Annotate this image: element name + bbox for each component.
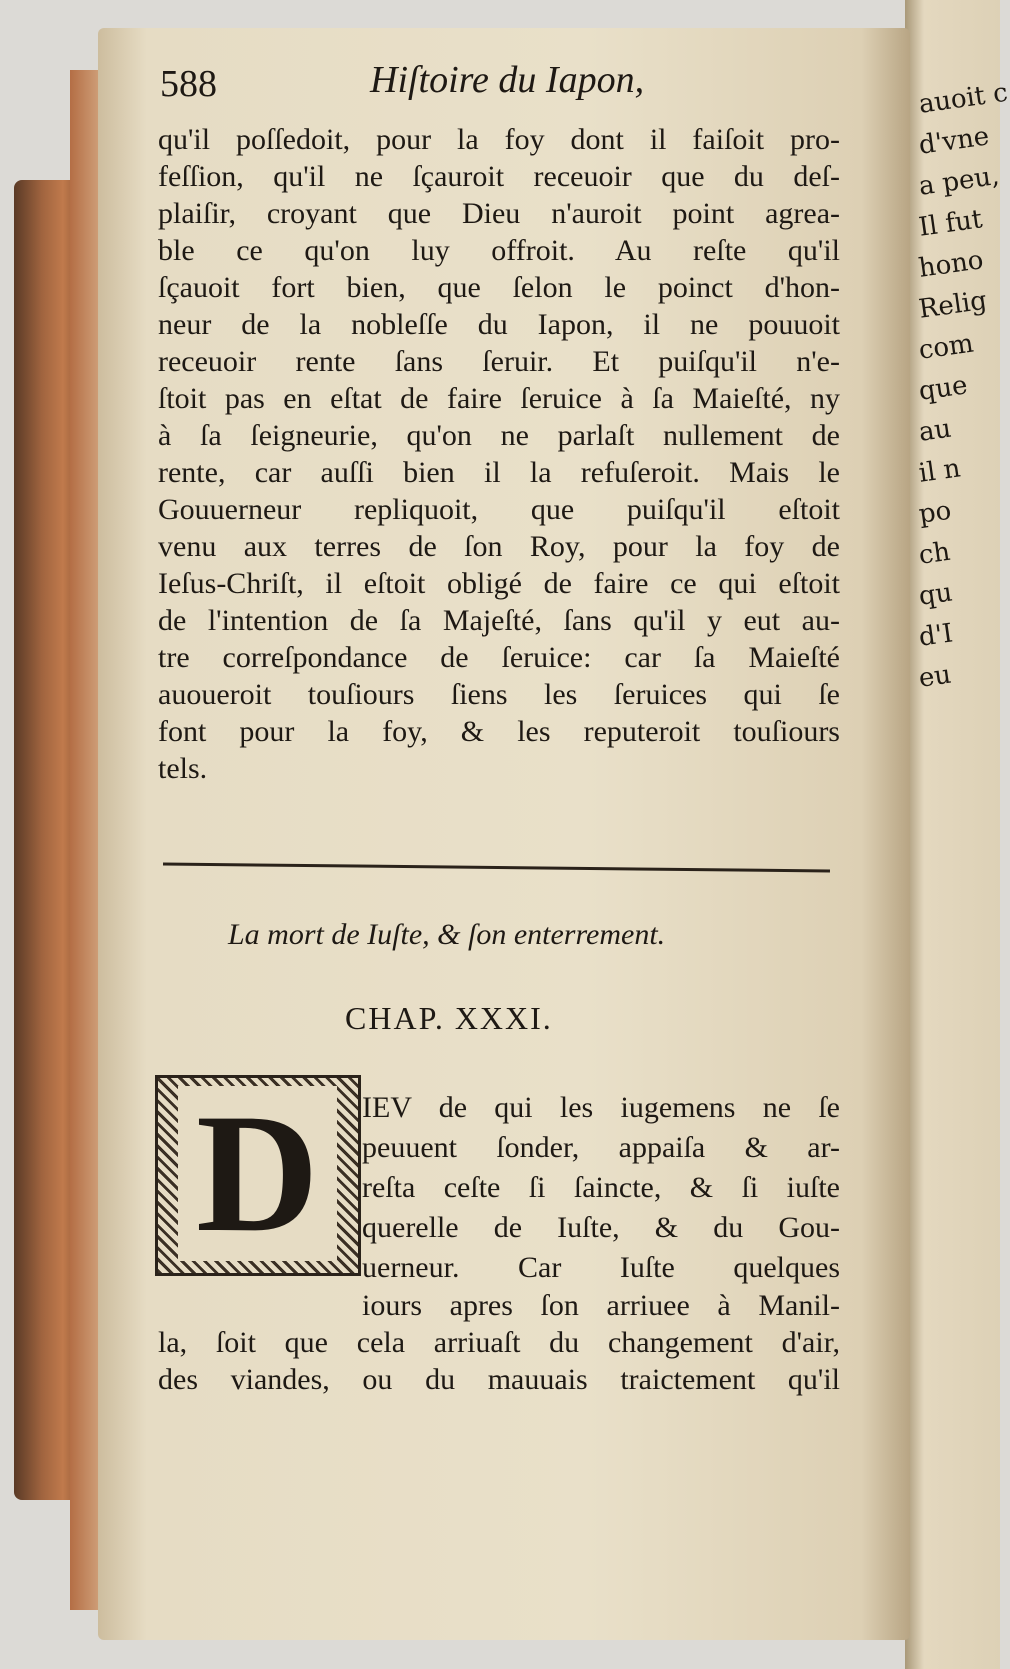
page-number: 588 [160, 63, 217, 105]
text-line: ſtoit pas en eſtat de faire ſeruice à ſa Maieſté, ny [158, 382, 840, 415]
section-heading: La mort de Iuſte, & ſon enterrement. [228, 918, 666, 951]
text-line: Ieſus-Chriſt, il eſtoit obligé de faire ce qui eſtoit [158, 567, 840, 600]
text-line: venu aux terres de ſon Roy, pour la foy de [158, 530, 840, 563]
facing-page-fragment: Il fut [916, 204, 985, 243]
text-line: feſſion, qu'il ne ſçauroit receuoir que du deſ- [158, 160, 840, 193]
facing-page-fragment: qu [916, 577, 955, 612]
text-line: iours apres ſon arriuee à Manil- [362, 1289, 840, 1322]
text-line: neur de la nobleſſe du Iapon, il ne pouuoit [158, 308, 840, 341]
facing-page-fragment: auoit c [916, 77, 1010, 120]
facing-page-fragment: com [916, 328, 976, 366]
text-line: ble ce qu'on luy offroit. Au reſte qu'il [158, 234, 840, 267]
facing-page-fragment: eu [916, 659, 953, 694]
facing-page-fragment: au [916, 413, 954, 448]
text-line: rente, car auſſi bien il la refuſeroit. Mais le [158, 456, 840, 489]
text-line: ſçauoit fort bien, que ſelon le poinct d'hon- [158, 271, 840, 304]
text-line: la, ſoit que cela arriuaſt du changement d'air, [158, 1326, 840, 1359]
facing-page-fragment: d'vne [916, 121, 992, 161]
facing-page [905, 0, 1010, 1669]
ornamental-drop-cap [155, 1075, 361, 1276]
text-line: de l'intention de ſa Majeſté, ſans qu'il y eut au- [158, 604, 840, 637]
text-line: auoueroit touſiours ſiens les ſeruices qui ſe [158, 678, 840, 711]
text-line: uerneur. Car Iuſte quelques [362, 1251, 840, 1284]
text-line: peuuent ſonder, appaiſa & ar- [362, 1131, 840, 1164]
facing-page-fragment: que [916, 370, 970, 407]
text-line: qu'il poſſedoit, pour la foy dont il faiſoit pro- [158, 123, 840, 156]
text-line: font pour la foy, & les reputeroit touſiours [158, 715, 840, 748]
facing-page-fragment: hono [916, 245, 986, 284]
text-line: des viandes, ou du mauuais traictement qu'il [158, 1363, 840, 1396]
facing-page-fragment: ch [916, 536, 953, 571]
text-line: querelle de Iuſte, & du Gou- [362, 1211, 840, 1244]
text-line: Gouuerneur repliquoit, que puiſqu'il eſtoit [158, 493, 840, 526]
facing-page-fragment: a peu, [916, 160, 1002, 202]
text-line: à ſa ſeigneurie, qu'on ne parlaſt nullement de [158, 419, 840, 452]
text-line: tre correſpondance de ſeruice: car ſa Maieſté [158, 641, 840, 674]
chapter-heading: CHAP. XXXI. [345, 1000, 553, 1036]
drop-cap-letter: D [178, 1086, 337, 1261]
text-line: receuoir rente ſans ſeruir. Et puiſqu'il n'e- [158, 345, 840, 378]
text-line: plaiſir, croyant que Dieu n'auroit point agrea- [158, 197, 840, 230]
facing-page-fragment: Relig [916, 285, 989, 325]
facing-page-fragment: po [916, 495, 954, 530]
text-line: IEV de qui les iugemens ne ſe [362, 1091, 840, 1124]
facing-page-fragment: il n [916, 453, 963, 489]
text-line: reſta ceſte ſi ſaincte, & ſi iuſte [362, 1171, 840, 1204]
facing-page-fragment: d'I [916, 618, 955, 653]
running-title: Hiſtoire du Iapon, [370, 59, 645, 101]
text-line: tels. [158, 752, 208, 785]
